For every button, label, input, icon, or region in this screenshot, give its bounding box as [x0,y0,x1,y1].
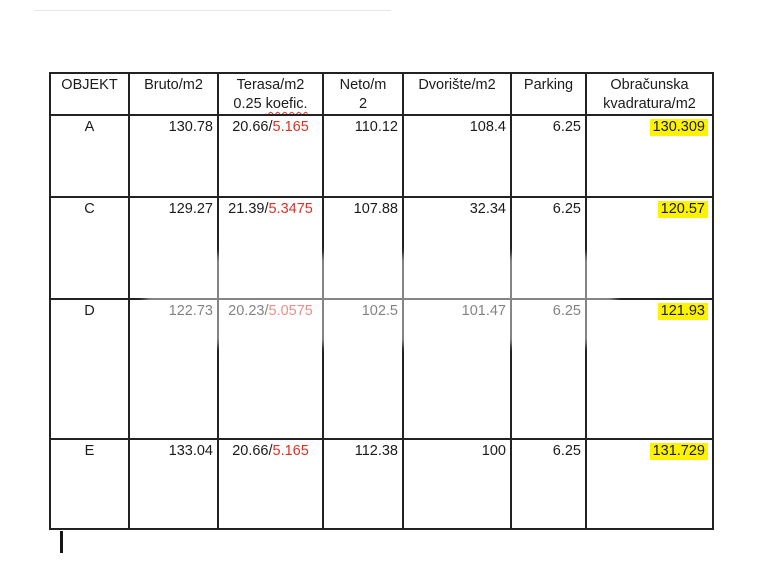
header-parking[interactable] [511,73,586,115]
header-terasa[interactable] [218,73,323,115]
cell-e-terasa[interactable] [218,439,323,529]
cell-a-parking[interactable] [511,115,586,197]
header-dvoriste-label: Dvorište/m2 [418,77,496,93]
header-objekt[interactable] [50,73,129,115]
header-neto-line2: 2 [358,96,368,112]
header-neto[interactable] [323,73,403,115]
terasa-value-black: 20.66/ [232,443,273,459]
cell-e-neto[interactable] [323,439,403,529]
objekt-label: C [84,201,95,217]
bruto-value: 130.78 [168,119,213,135]
dvoriste-value: 101.47 [461,303,506,319]
header-terasa-line2-prefix: 0.25 [233,96,266,112]
neto-value: 112.38 [354,443,398,459]
faint-artifact-line [35,10,391,11]
parking-value: 6.25 [552,303,581,319]
obracunska-highlighted-value: 120.57 [658,201,708,218]
cell-d-objekt[interactable] [50,299,129,439]
terasa-value-red: 5.165 [272,443,309,459]
cell-a-objekt[interactable] [50,115,129,197]
header-objekt-label: OBJEKT [61,77,118,93]
dvoriste-value: 108.4 [469,119,506,135]
header-dvoriste[interactable] [403,73,511,115]
header-obracunska[interactable] [586,73,713,115]
terasa-value-red: 5.0575 [268,303,313,319]
cell-d-obracunska[interactable] [586,299,713,439]
objekt-label: A [84,119,95,135]
header-parking-label: Parking [523,77,574,93]
neto-value: 107.88 [353,201,398,217]
table-row-c [50,197,713,299]
objekt-label: E [84,443,95,459]
parking-value: 6.25 [552,443,581,459]
cell-e-bruto[interactable] [129,439,218,529]
terasa-value-red: 5.165 [272,119,309,135]
bruto-value: 133.04 [168,443,213,459]
terasa-value-red: 5.3475 [268,201,313,217]
cell-d-dvoriste[interactable] [403,299,511,439]
table-row-d [50,299,713,439]
cell-d-bruto[interactable] [129,299,218,439]
terasa-value-black: 20.23/ [228,303,269,319]
table-row-e [50,439,713,529]
dvoriste-value: 100 [481,443,506,459]
cell-e-objekt[interactable] [50,439,129,529]
obracunska-highlighted-value: 121.93 [658,303,708,320]
neto-value: 110.12 [354,119,398,135]
table-header-row [50,73,713,115]
parking-value: 6.25 [552,201,581,217]
header-terasa-line1: Terasa/m2 [236,77,305,93]
header-neto-line1: Neto/m [339,77,387,93]
header-terasa-misspelled-word: koefic. [265,96,308,112]
cell-c-terasa[interactable] [218,197,323,299]
header-obracunska-line2: kvadratura/m2 [603,96,696,112]
header-bruto-label: Bruto/m2 [144,77,203,93]
cell-a-obracunska[interactable] [586,115,713,197]
terasa-value-black: 20.66/ [232,119,273,135]
parking-value: 6.25 [552,119,581,135]
cell-a-dvoriste[interactable] [403,115,511,197]
cell-c-dvoriste[interactable] [403,197,511,299]
area-table-container [49,72,714,530]
cell-d-neto[interactable] [323,299,403,439]
cell-a-neto[interactable] [323,115,403,197]
cell-c-objekt[interactable] [50,197,129,299]
cell-d-terasa[interactable] [218,299,323,439]
header-obracunska-line1: Obračunska [610,77,689,93]
cell-e-parking[interactable] [511,439,586,529]
cell-a-bruto[interactable] [129,115,218,197]
dvoriste-value: 32.34 [469,201,506,217]
objekt-label: D [84,303,95,319]
table-row-a [50,115,713,197]
terasa-value-black: 21.39/ [228,201,269,217]
bruto-value: 122.73 [168,303,213,319]
cell-c-neto[interactable] [323,197,403,299]
header-bruto[interactable] [129,73,218,115]
cell-c-parking[interactable] [511,197,586,299]
area-table [49,72,714,530]
cell-d-parking[interactable] [511,299,586,439]
bruto-value: 129.27 [168,201,213,217]
cell-c-bruto[interactable] [129,197,218,299]
cell-e-dvoriste[interactable] [403,439,511,529]
cell-c-obracunska[interactable] [586,197,713,299]
text-cursor [60,531,63,553]
neto-value: 102.5 [361,303,398,319]
cell-a-terasa[interactable] [218,115,323,197]
obracunska-highlighted-value: 131.729 [650,443,708,460]
cell-e-obracunska[interactable] [586,439,713,529]
obracunska-highlighted-value: 130.309 [650,119,708,136]
